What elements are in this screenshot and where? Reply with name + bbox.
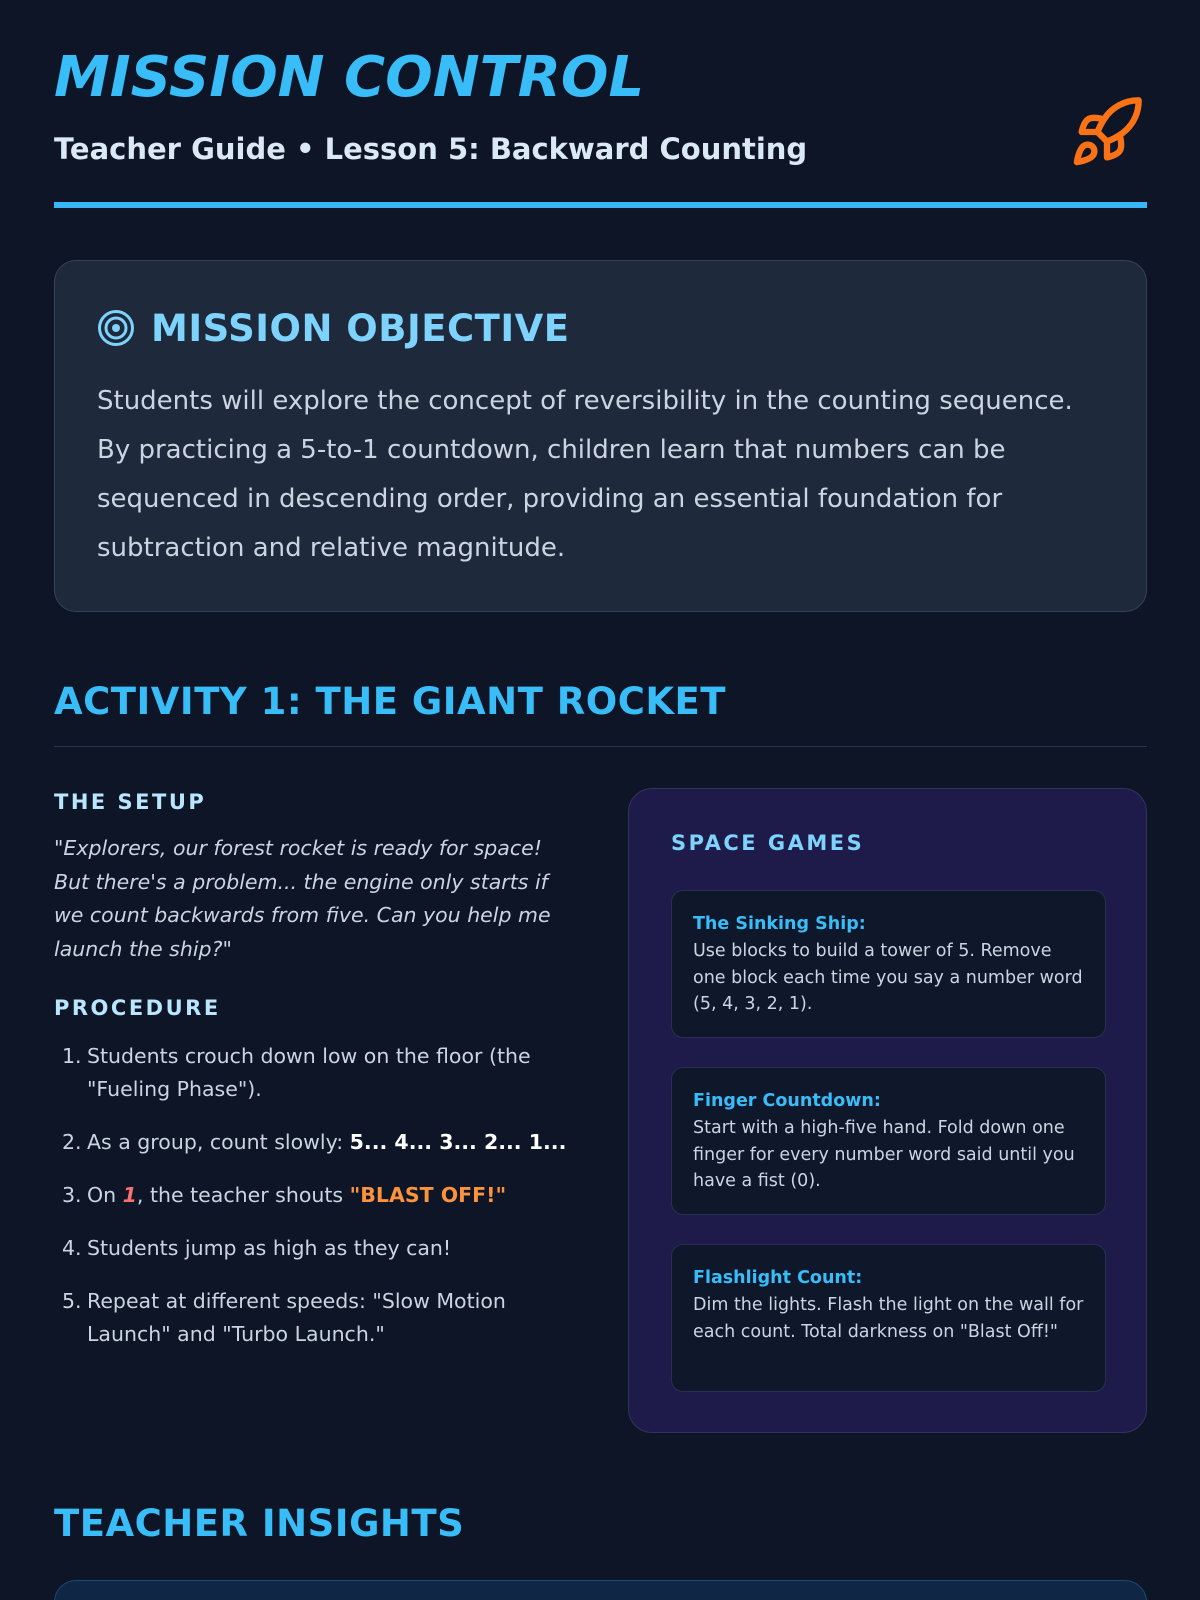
step-text: , the teacher shouts bbox=[136, 1183, 350, 1207]
game-card bbox=[671, 1067, 1106, 1215]
setup-label: THE SETUP bbox=[54, 790, 207, 814]
page-title: MISSION CONTROL bbox=[54, 45, 645, 110]
game-description: Use blocks to build a tower of 5. Remove one block each time you say a number word (5, 4, 3, 2, 1). bbox=[693, 941, 1083, 1014]
game-name: Finger Countdown: bbox=[693, 1091, 881, 1111]
blast-off-highlight: "BLAST OFF!" bbox=[349, 1183, 507, 1207]
page-subtitle: Teacher Guide • Lesson 5: Backward Counting bbox=[54, 132, 808, 166]
procedure-step bbox=[54, 1285, 594, 1351]
target-icon bbox=[97, 309, 135, 347]
space-games-card bbox=[628, 788, 1147, 1433]
activity-heading: ACTIVITY 1: THE GIANT ROCKET bbox=[54, 680, 727, 723]
step-text: As a group, count slowly: bbox=[87, 1130, 350, 1154]
number-one-highlight: 1 bbox=[122, 1183, 137, 1207]
game-description: Dim the lights. Flash the light on the wall for each count. Total darkness on "Blast Off!" bbox=[693, 1295, 1084, 1342]
objective-title: MISSION OBJECTIVE bbox=[151, 306, 570, 350]
step-number: 2. bbox=[62, 1130, 82, 1154]
rocket-icon bbox=[1069, 94, 1145, 170]
objective-header bbox=[97, 303, 570, 353]
step-text: Repeat at different speeds: "Slow Motion Launch" and "Turbo Launch." bbox=[87, 1289, 506, 1346]
space-games-title: SPACE GAMES bbox=[671, 831, 865, 855]
insights-card bbox=[54, 1580, 1147, 1600]
section-divider bbox=[54, 746, 1147, 747]
page bbox=[54, 0, 1147, 1545]
mission-objective-card bbox=[54, 260, 1147, 612]
setup-quote: "Explorers, our forest rocket is ready for space! But there's a problem... the engine only starts if we count backwards from five. Can you help me launch the ship?" bbox=[54, 836, 551, 961]
countdown-emphasis: 5... 4... 3... 2... 1... bbox=[349, 1130, 567, 1154]
procedure-step bbox=[54, 1040, 594, 1106]
game-name: The Sinking Ship: bbox=[693, 914, 866, 934]
insights-heading: TEACHER INSIGHTS bbox=[54, 1502, 465, 1545]
procedure-step bbox=[54, 1232, 594, 1265]
step-text: Students crouch down low on the floor (the "Fueling Phase"). bbox=[87, 1044, 531, 1101]
page-header bbox=[54, 0, 1147, 208]
step-number: 3. bbox=[62, 1183, 82, 1207]
procedure-step bbox=[54, 1179, 594, 1212]
game-card bbox=[671, 1244, 1106, 1392]
game-name: Flashlight Count: bbox=[693, 1268, 863, 1288]
step-text: Students jump as high as they can! bbox=[87, 1236, 452, 1260]
step-number: 1. bbox=[62, 1044, 82, 1068]
procedure-list bbox=[54, 1040, 594, 1371]
step-number: 5. bbox=[62, 1289, 82, 1313]
game-card bbox=[671, 890, 1106, 1038]
step-number: 4. bbox=[62, 1236, 82, 1260]
procedure-step bbox=[54, 1126, 594, 1159]
procedure-label: PROCEDURE bbox=[54, 996, 221, 1020]
game-description: Start with a high-five hand. Fold down one finger for every number word said until you have a fist (0). bbox=[693, 1118, 1075, 1191]
step-text: On bbox=[87, 1183, 123, 1207]
objective-text: Students will explore the concept of reversibility in the counting sequence. By practicing a 5-to-1 countdown, children learn that numbers can be sequenced in descending order, providing an essential foundation for subtraction and relative magnitude. bbox=[97, 386, 1073, 563]
